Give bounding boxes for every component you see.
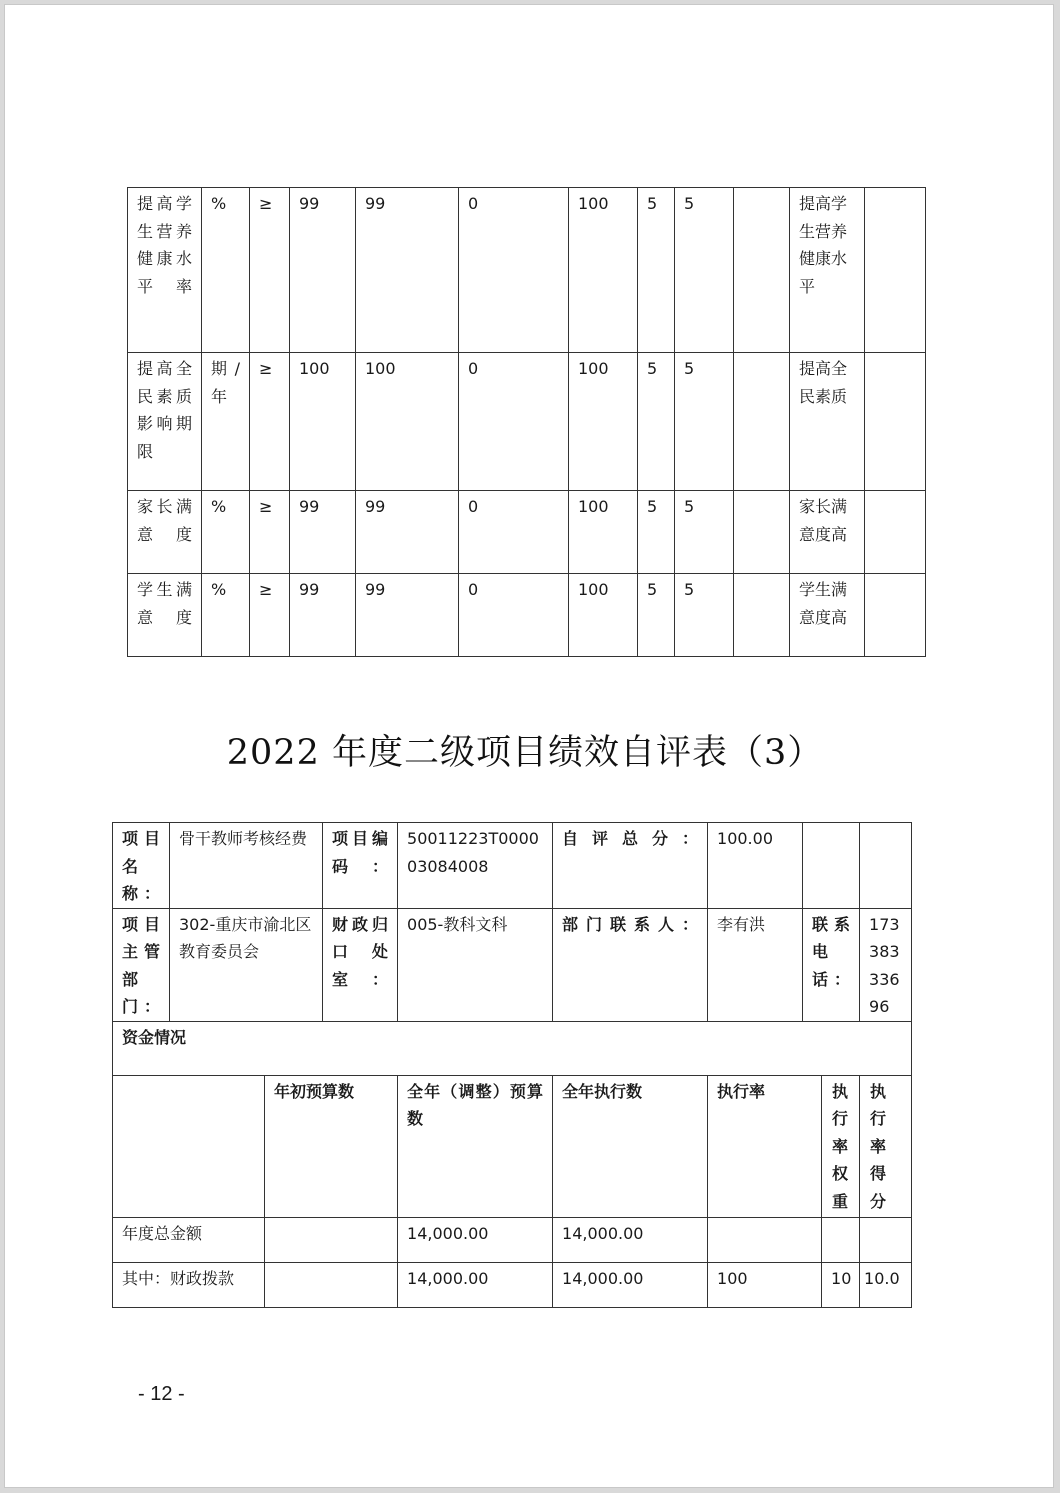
indicator-reason: [734, 188, 790, 353]
funds-row: [113, 1263, 912, 1308]
indicator-operator: ≥: [250, 353, 290, 491]
indicator-deviation: 0: [459, 188, 569, 353]
indicator-row: [128, 491, 926, 574]
header-initial-budget: 年初预算数: [265, 1075, 398, 1218]
funds-executed: 14,000.00: [553, 1263, 708, 1308]
phone: 17338333696: [860, 908, 912, 1021]
funds-initial: [265, 1218, 398, 1263]
department-info-row: [113, 908, 912, 1021]
indicator-remark: 提高全民素质: [790, 353, 865, 491]
self-score-label: 自评总分：: [553, 823, 708, 909]
header-adjusted-budget: 全年（调整）预算数: [398, 1075, 553, 1218]
indicator-extra: [865, 574, 926, 657]
indicator-unit: 期/年: [202, 353, 250, 491]
indicator-reason: [734, 574, 790, 657]
indicator-score: 5: [675, 188, 734, 353]
indicator-deviation: 0: [459, 574, 569, 657]
indicator-weight: 5: [638, 574, 675, 657]
indicator-reason: [734, 491, 790, 574]
indicator-target: 99: [290, 188, 356, 353]
funds-row: [113, 1218, 912, 1263]
indicator-rate: 100: [569, 188, 638, 353]
project-name-label: 项目名称：: [113, 823, 170, 909]
project-evaluation-table: [112, 822, 912, 1308]
empty-cell: [860, 823, 912, 909]
funds-adjusted: 14,000.00: [398, 1218, 553, 1263]
indicator-rate: 100: [569, 574, 638, 657]
performance-indicator-table: [127, 187, 926, 657]
indicator-rate: 100: [569, 491, 638, 574]
indicator-actual: 100: [356, 353, 459, 491]
indicator-extra: [865, 188, 926, 353]
indicator-target: 99: [290, 574, 356, 657]
indicator-weight: 5: [638, 353, 675, 491]
indicator-actual: 99: [356, 574, 459, 657]
funds-rate: 100: [708, 1263, 822, 1308]
indicator-target: 99: [290, 491, 356, 574]
indicator-score: 5: [675, 353, 734, 491]
indicator-score: 5: [675, 491, 734, 574]
indicator-target: 100: [290, 353, 356, 491]
self-score: 100.00: [708, 823, 803, 909]
indicator-name: 提高全民素质影响期限: [128, 353, 202, 491]
indicator-row: [128, 574, 926, 657]
dept-label: 项目主管部门：: [113, 908, 170, 1021]
phone-label: 联系电话：: [803, 908, 860, 1021]
indicator-extra: [865, 353, 926, 491]
indicator-weight: 5: [638, 188, 675, 353]
project-code: 50011223T000003084008: [398, 823, 553, 909]
indicator-name: 提高学生营养健康水平率: [128, 188, 202, 353]
project-code-label: 项目编码：: [323, 823, 398, 909]
dept: 302-重庆市渝北区教育委员会: [170, 908, 323, 1021]
page-title: 2022 年度二级项目绩效自评表（3）: [226, 733, 824, 773]
funds-rate: [708, 1218, 822, 1263]
indicator-actual: 99: [356, 491, 459, 574]
funds-weight: 10: [822, 1263, 860, 1308]
indicator-name: 家长满意度: [128, 491, 202, 574]
indicator-row: [128, 188, 926, 353]
office: 005-教科文科: [398, 908, 553, 1021]
page-number: - 12 -: [138, 1383, 185, 1405]
funds-initial: [265, 1263, 398, 1308]
indicator-actual: 99: [356, 188, 459, 353]
indicator-remark: 学生满意度高: [790, 574, 865, 657]
funds-header-row: [113, 1075, 912, 1218]
header-rate-score: 执行率得分: [860, 1075, 912, 1218]
indicator-operator: ≥: [250, 574, 290, 657]
funds-executed: 14,000.00: [553, 1218, 708, 1263]
indicator-remark: 提高学生营养健康水平: [790, 188, 865, 353]
indicator-deviation: 0: [459, 491, 569, 574]
funds-section-label: 资金情况: [113, 1021, 912, 1075]
indicator-score: 5: [675, 574, 734, 657]
indicator-unit: %: [202, 574, 250, 657]
indicator-unit: %: [202, 491, 250, 574]
indicator-weight: 5: [638, 491, 675, 574]
header-execution-rate: 执行率: [708, 1075, 822, 1218]
contact-label: 部门联系人：: [553, 908, 708, 1021]
header-executed: 全年执行数: [553, 1075, 708, 1218]
office-label: 财政归口处室：: [323, 908, 398, 1021]
indicator-remark: 家长满意度高: [790, 491, 865, 574]
funds-score: 10.0: [860, 1263, 912, 1308]
funds-row-label: 年度总金额: [113, 1218, 265, 1263]
empty-cell: [803, 823, 860, 909]
indicator-operator: ≥: [250, 491, 290, 574]
indicator-name: 学生满意度: [128, 574, 202, 657]
funds-section-row: [113, 1021, 912, 1075]
empty-cell: [113, 1075, 265, 1218]
contact: 李有洪: [708, 908, 803, 1021]
funds-row-label: 其中：财政拨款: [113, 1263, 265, 1308]
header-rate-weight: 执行率权重: [822, 1075, 860, 1218]
indicator-unit: %: [202, 188, 250, 353]
indicator-extra: [865, 491, 926, 574]
indicator-rate: 100: [569, 353, 638, 491]
indicator-deviation: 0: [459, 353, 569, 491]
funds-score: [860, 1218, 912, 1263]
funds-adjusted: 14,000.00: [398, 1263, 553, 1308]
project-info-row: [113, 823, 912, 909]
indicator-reason: [734, 353, 790, 491]
project-name: 骨干教师考核经费: [170, 823, 323, 909]
indicator-row: [128, 353, 926, 491]
indicator-operator: ≥: [250, 188, 290, 353]
funds-weight: [822, 1218, 860, 1263]
